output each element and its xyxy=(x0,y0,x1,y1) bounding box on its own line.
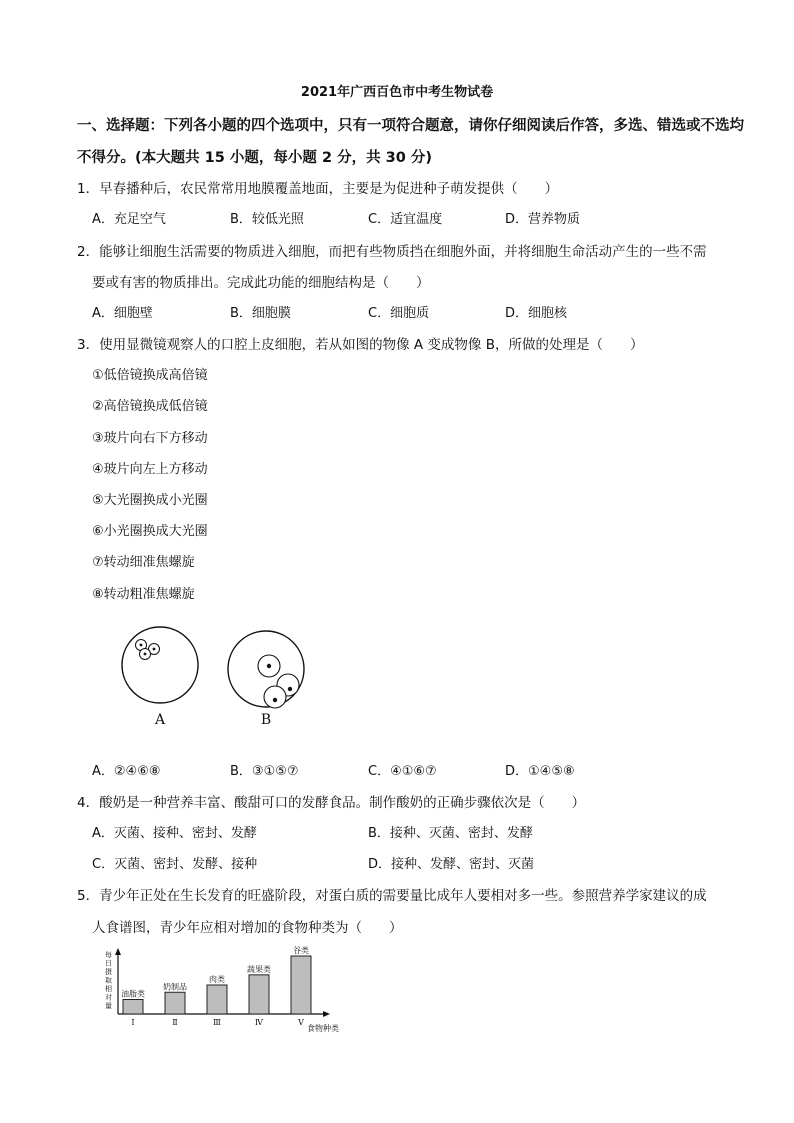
q4-option-d: D．接种、发酵、密封、灭菌 xyxy=(368,857,535,872)
field-b-cell xyxy=(264,686,286,708)
q5-stem-line2: 人食谱图，青少年应相对增加的食物种类为（ ） xyxy=(92,920,403,936)
field-a-label: A xyxy=(154,712,166,728)
bar xyxy=(291,956,311,1014)
x-tick-label: Ⅳ xyxy=(255,1018,263,1027)
x-tick-label: Ⅴ xyxy=(298,1018,304,1027)
q2-option-b: B．细胞膜 xyxy=(230,306,291,321)
bar xyxy=(165,992,185,1014)
q2-stem-line2: 要或有害的物质排出。完成此功能的细胞结构是（ ） xyxy=(92,275,430,291)
q4-option-a: A．灭菌、接种、密封、发酵 xyxy=(92,826,257,841)
q1-option-d: D．营养物质 xyxy=(505,212,581,227)
q3-option-b: B．③①⑤⑦ xyxy=(230,764,299,779)
chart-ylabel-text: 每日摄取相对量 xyxy=(105,951,112,1010)
bar-label: 谷类 xyxy=(293,946,309,955)
q3-option-c: C．④①⑥⑦ xyxy=(368,764,437,779)
bar xyxy=(207,985,227,1014)
q3-step-5: ⑤大光圈换成小光圈 xyxy=(92,493,208,508)
food-chart xyxy=(85,945,375,1035)
q3-stem: 3．使用显微镜观察人的口腔上皮细胞，若从如图的物像 A 变成物像 B，所做的处理是（ ） xyxy=(77,337,644,353)
bar-label: 肉类 xyxy=(209,975,225,984)
bar-label: 奶制品 xyxy=(163,982,187,992)
q3-step-8: ⑧转动粗准焦螺旋 xyxy=(92,587,195,602)
page-title: 2021年广西百色市中考生物试卷 xyxy=(300,85,494,100)
section-heading-line1: 一、选择题：下列各小题的四个选项中，只有一项符合题意，请你仔细阅读后作答，多选、错选或不选均 xyxy=(77,118,744,134)
q1-option-c: C．适宜温度 xyxy=(368,212,443,227)
q3-option-a: A．②④⑥⑧ xyxy=(92,764,161,779)
field-b-label: B xyxy=(260,712,272,728)
bar-label: 油脂类 xyxy=(121,989,145,999)
q1-option-b: B．较低光照 xyxy=(230,212,304,227)
q4-stem: 4．酸奶是一种营养丰富、酸甜可口的发酵食品。制作酸奶的正确步骤依次是（ ） xyxy=(77,795,586,811)
q4-option-b: B．接种、灭菌、密封、发酵 xyxy=(368,826,533,841)
microscope-figure xyxy=(110,625,320,730)
q2-option-d: D．细胞核 xyxy=(505,306,568,321)
y-axis-arrow xyxy=(115,948,121,955)
q3-step-6: ⑥小光圈换成大光圈 xyxy=(92,524,208,539)
q3-step-4: ④玻片向左上方移动 xyxy=(92,462,208,477)
q1-stem: 1．早春播种后，农民常常用地膜覆盖地面，主要是为促进种子萌发提供（ ） xyxy=(77,181,559,197)
q3-option-d: D．①④⑤⑧ xyxy=(505,764,575,779)
q1-option-a: A．充足空气 xyxy=(92,212,166,227)
q3-step-7: ⑦转动细准焦螺旋 xyxy=(92,555,195,570)
q3-step-3: ③玻片向右下方移动 xyxy=(92,431,208,446)
chart-ylabel xyxy=(105,950,112,1010)
q5-stem-line1: 5．青少年正处在生长发育的旺盛阶段，对蛋白质的需要量比成年人要相对多一些。参照营养学家建议的成 xyxy=(77,888,707,904)
x-tick-label: Ⅱ xyxy=(172,1018,178,1027)
section-heading-line2: 不得分。(本大题共 15 小题，每小题 2 分，共 30 分) xyxy=(77,150,432,166)
q2-option-c: C．细胞质 xyxy=(368,306,430,321)
x-axis-arrow xyxy=(323,1011,330,1017)
chart-xlabel: 食物种类 xyxy=(307,1024,339,1033)
x-tick-label: Ⅰ xyxy=(131,1018,135,1027)
bar-label: 蔬果类 xyxy=(247,964,271,974)
x-tick-label: Ⅲ xyxy=(213,1018,221,1027)
q3-step-1: ①低倍镜换成高倍镜 xyxy=(92,368,208,383)
q2-stem-line1: 2．能够让细胞生活需要的物质进入细胞，而把有些物质挡在细胞外面，并将细胞生命活动产生的一些不需 xyxy=(77,244,707,260)
q2-option-a: A．细胞壁 xyxy=(92,306,153,321)
field-a-circle xyxy=(122,627,198,703)
bar xyxy=(123,1000,143,1015)
q3-step-2: ②高倍镜换成低倍镜 xyxy=(92,399,208,414)
bar xyxy=(249,975,269,1014)
q4-option-c: C．灭菌、密封、发酵、接种 xyxy=(92,857,258,872)
